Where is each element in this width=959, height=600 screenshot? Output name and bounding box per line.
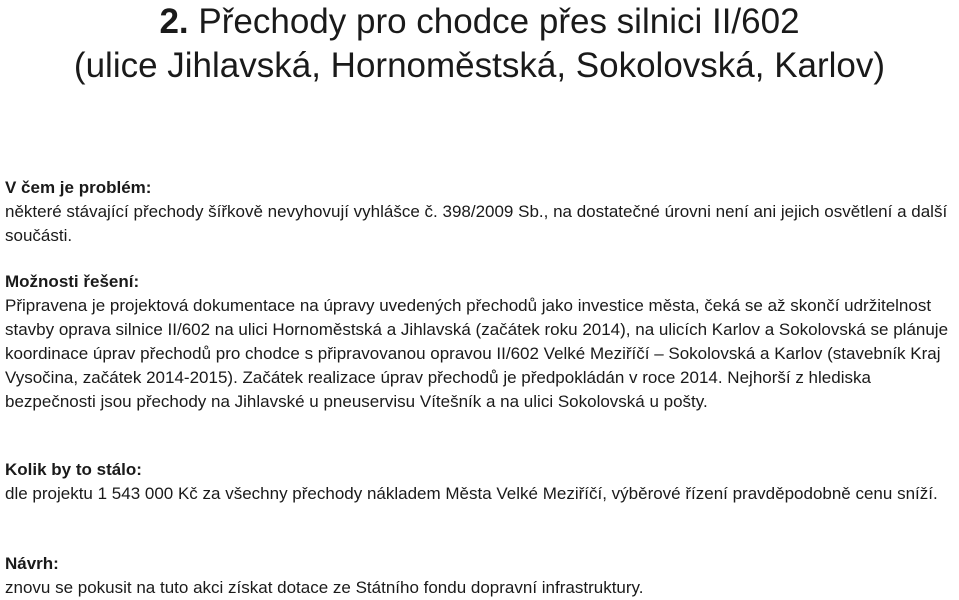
section-heading: Kolik by to stálo: xyxy=(5,460,142,479)
title-number: 2. xyxy=(159,2,189,41)
section-proposal xyxy=(5,552,955,600)
section-solutions xyxy=(5,270,955,414)
section-heading: Možnosti řešení: xyxy=(5,272,140,291)
section-text: Připravena je projektová dokumentace na úpravy uvedených přechodů jako investice města, čeká se až skončí udržitelnost stavby oprava silnice II/602 na ulici Hornoměstská a Jihlavská (začátek roku 2014), na ulicích Karlov a Sokolovská se plánuje koordinace úprav přechodů pro chodce s připravovanou opravou II/602 Velké Meziříčí – Sokolovská a Karlov (stavebník Kraj Vysočina, začátek 2014-2015). Začátek realizace úprav přechodů je předpokládán v roce 2014. Nejhorší z hlediska bezpečnosti jsou přechody na Jihlavské u pneuservisu Vítešník a na ulici Sokolovská u pošty. xyxy=(5,296,949,411)
section-heading: Návrh: xyxy=(5,554,59,573)
section-text: některé stávající přechody šířkově nevyhovují vyhlášce č. 398/2009 Sb., na dostatečné úrovni není ani jejich osvětlení a další součásti. xyxy=(5,202,948,245)
title-line-2: (ulice Jihlavská, Hornoměstská, Sokolovská, Karlov) xyxy=(73,46,886,85)
section-text: znovu se pokusit na tuto akci získat dotace ze Státního fondu dopravní infrastruktury. xyxy=(5,578,644,597)
section-problem xyxy=(5,176,955,248)
page-title xyxy=(0,0,959,88)
section-text: dle projektu 1 543 000 Kč za všechny přechody nákladem Města Velké Meziříčí, výběrové řízení pravděpodobně cenu sníží. xyxy=(5,484,938,503)
title-text: Přechody pro chodce přes silnici II/602 xyxy=(198,2,800,41)
title-line-1 xyxy=(0,0,959,44)
section-heading: V čem je problém: xyxy=(5,178,152,197)
section-cost xyxy=(5,458,955,506)
